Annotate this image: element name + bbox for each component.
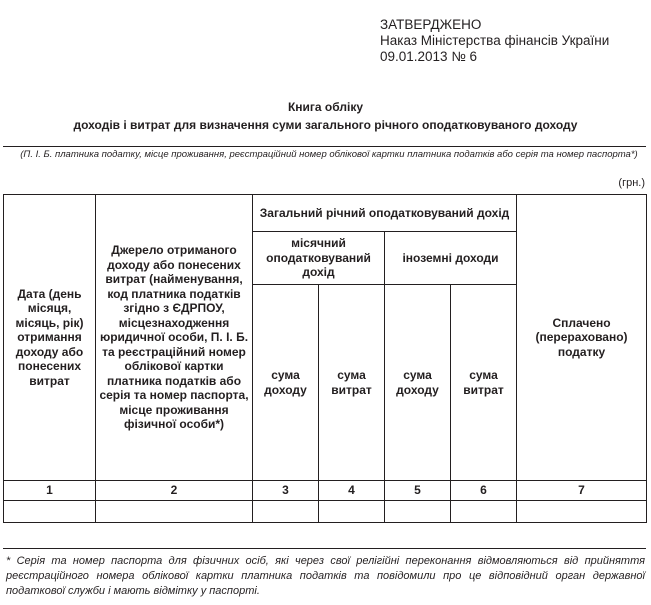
approval-block — [380, 17, 609, 65]
header-annual-income: Загальний річний оподатковуваний дохід — [253, 195, 517, 232]
footnote: * Серія та номер паспорта для фізичних осіб, які через свої релігійні переконання відмовляються від прийняття реєстраційного номера облікової картки платника податків та повідомили про це відповідний орган державної податкової служби і мають відмітку у паспорті. — [6, 555, 645, 597]
approval-date-number: 09.01.2013 № 6 — [380, 49, 478, 64]
header-income-sum-monthly: сума доходу — [253, 285, 319, 481]
header-monthly-income: місячний оподатковуваний дохід — [253, 232, 385, 285]
approval-order: Наказ Міністерства фінансів України — [380, 33, 610, 48]
column-number: 1 — [4, 481, 96, 501]
name-fill-line — [3, 146, 646, 147]
entry-cell — [96, 501, 253, 523]
approval-stamp: ЗАТВЕРДЖЕНО — [380, 17, 482, 32]
header-income-sum-foreign: сума доходу — [385, 285, 451, 481]
ledger-table — [3, 194, 647, 523]
currency-label: (грн.) — [618, 177, 645, 189]
entry-cell — [319, 501, 385, 523]
header-expense-sum-monthly: сума витрат — [319, 285, 385, 481]
document-title: Книга обліку — [287, 100, 364, 114]
entry-cell — [385, 501, 451, 523]
document-subtitle: доходів і витрат для визначення суми загального річного оподатковуваного доходу — [73, 118, 578, 132]
entry-cell — [451, 501, 517, 523]
footnote-separator — [3, 548, 646, 549]
column-number: 7 — [517, 481, 647, 501]
name-caption: (П. І. Б. платника податку, місце проживання, реєстраційний номер облікової картки платника податків або серія та номер паспорта*) — [20, 149, 638, 160]
column-number: 6 — [451, 481, 517, 501]
entry-cell — [253, 501, 319, 523]
column-number: 4 — [319, 481, 385, 501]
entry-cell — [517, 501, 647, 523]
column-number: 5 — [385, 481, 451, 501]
header-source: Джерело отриманого доходу або понесених витрат (найменування, код платника податків згідно з ЄДРПОУ, місцезнаходження юридичної особи, П. І. Б. та реєстраційний номер облікової картки платника податків або серія та номер паспорта, місце проживання фізичної особи*) — [96, 195, 253, 481]
header-expense-sum-foreign: сума витрат — [451, 285, 517, 481]
column-number: 3 — [253, 481, 319, 501]
entry-cell — [4, 501, 96, 523]
header-date: Дата (день місяця, місяць, рік) отримання доходу або понесених витрат — [4, 195, 96, 481]
column-number: 2 — [96, 481, 253, 501]
header-tax-paid: Сплачено (перераховано) податку — [517, 195, 647, 481]
header-foreign-income: іноземні доходи — [385, 232, 517, 285]
